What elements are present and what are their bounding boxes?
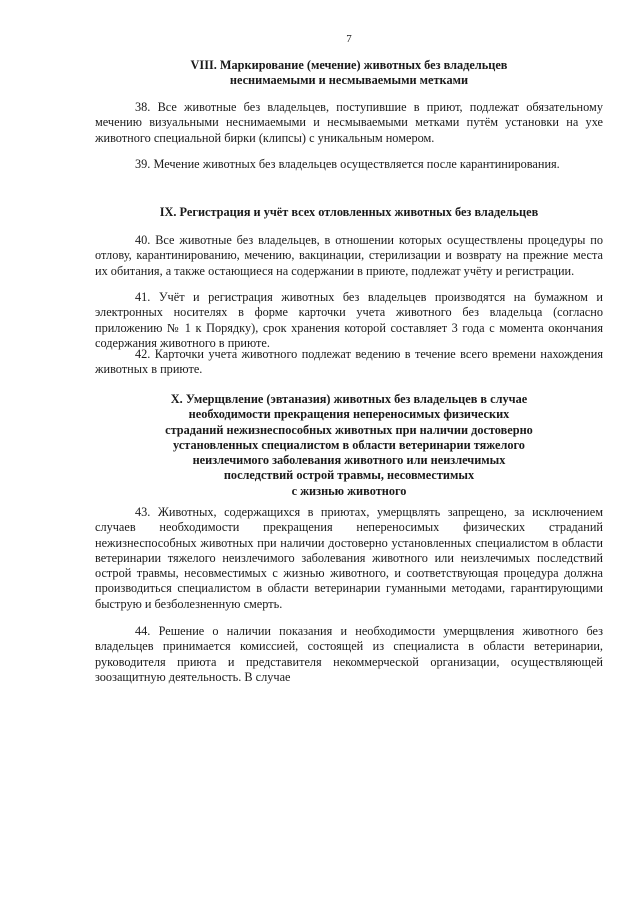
- paragraph-44: 44. Решение о наличии показания и необходимости умерщвления животного без владельцев принимается комиссией, состоящей из специалиста в области ветеринарии, руководителя приюта и представителя некоммерческой организации, осуществляющей зоозащитную деятельность. В случае: [95, 624, 603, 684]
- heading-line: страданий нежизнеспособных животных при наличии достоверно: [165, 422, 533, 437]
- paragraph-38: 38. Все животные без владельцев, поступившие в приют, подлежат обязательному мечению визуальными неснимаемыми и несмываемыми метками путём установки на ухе животного специальной бирки (клипсы) с уникальным номером.: [95, 100, 603, 145]
- heading-line: неснимаемыми и несмываемыми метками: [229, 73, 469, 88]
- page-number: 7: [346, 33, 352, 45]
- section-heading-viii: [95, 58, 603, 89]
- heading-line: установленных специалистом в области ветеринарии тяжелого: [173, 437, 525, 452]
- paragraph-42: 42. Карточки учета животного подлежат ведению в течение всего времени нахождения животных в приюте.: [95, 347, 603, 377]
- heading-line: VIII. Маркирование (мечение) животных без владельцев: [190, 58, 508, 72]
- paragraph-41: 41. Учёт и регистрация животных без владельцев производятся на бумажном и электронных носителях в форме карточки учета животного без владельца (согласно приложению № 1 к Порядку), срок хранения которой составляет 3 года с момента окончания содержания животного в приюте.: [95, 290, 603, 350]
- section-heading-ix: [95, 205, 603, 220]
- heading-line: последствий острой травмы, несовместимых: [223, 468, 475, 483]
- heading-line: неизлечимого заболевания животного или неизлечимых: [192, 453, 506, 468]
- paragraph-43: 43. Животных, содержащихся в приютах, умерщвлять запрещено, за исключением случаев необходимости прекращения непереносимых физических страданий нежизнеспособных животных при наличии достоверно установленных специалистом в области ветеринарии тяжелого неизлечимого заболевания животного или неизлечимых последствий острой травмы, несовместимых с жизнью животного, и соответствующая процедура должна производиться специалистом в области ветеринарии гуманными методами, гарантирующими быструю и безболезненную смерть.: [95, 505, 603, 611]
- heading-line: IX. Регистрация и учёт всех отловленных животных без владельцев: [159, 205, 539, 219]
- heading-line: необходимости прекращения непереносимых физических: [188, 407, 510, 422]
- paragraph-40: 40. Все животные без владельцев, в отношении которых осуществлены процедуры по отлову, карантинированию, мечению, вакцинации, стерилизации и возврату на прежние места их обитания, а также остающиеся на содержании в приюте, подлежат учёту и регистрации.: [95, 233, 603, 278]
- heading-line: с жизнью животного: [291, 483, 407, 498]
- paragraph-39: 39. Мечение животных без владельцев осуществляется после карантинирования.: [135, 157, 560, 171]
- section-heading-x: [95, 392, 603, 499]
- heading-line: X. Умерщвление (эвтаназия) животных без владельцев в случае: [170, 392, 528, 406]
